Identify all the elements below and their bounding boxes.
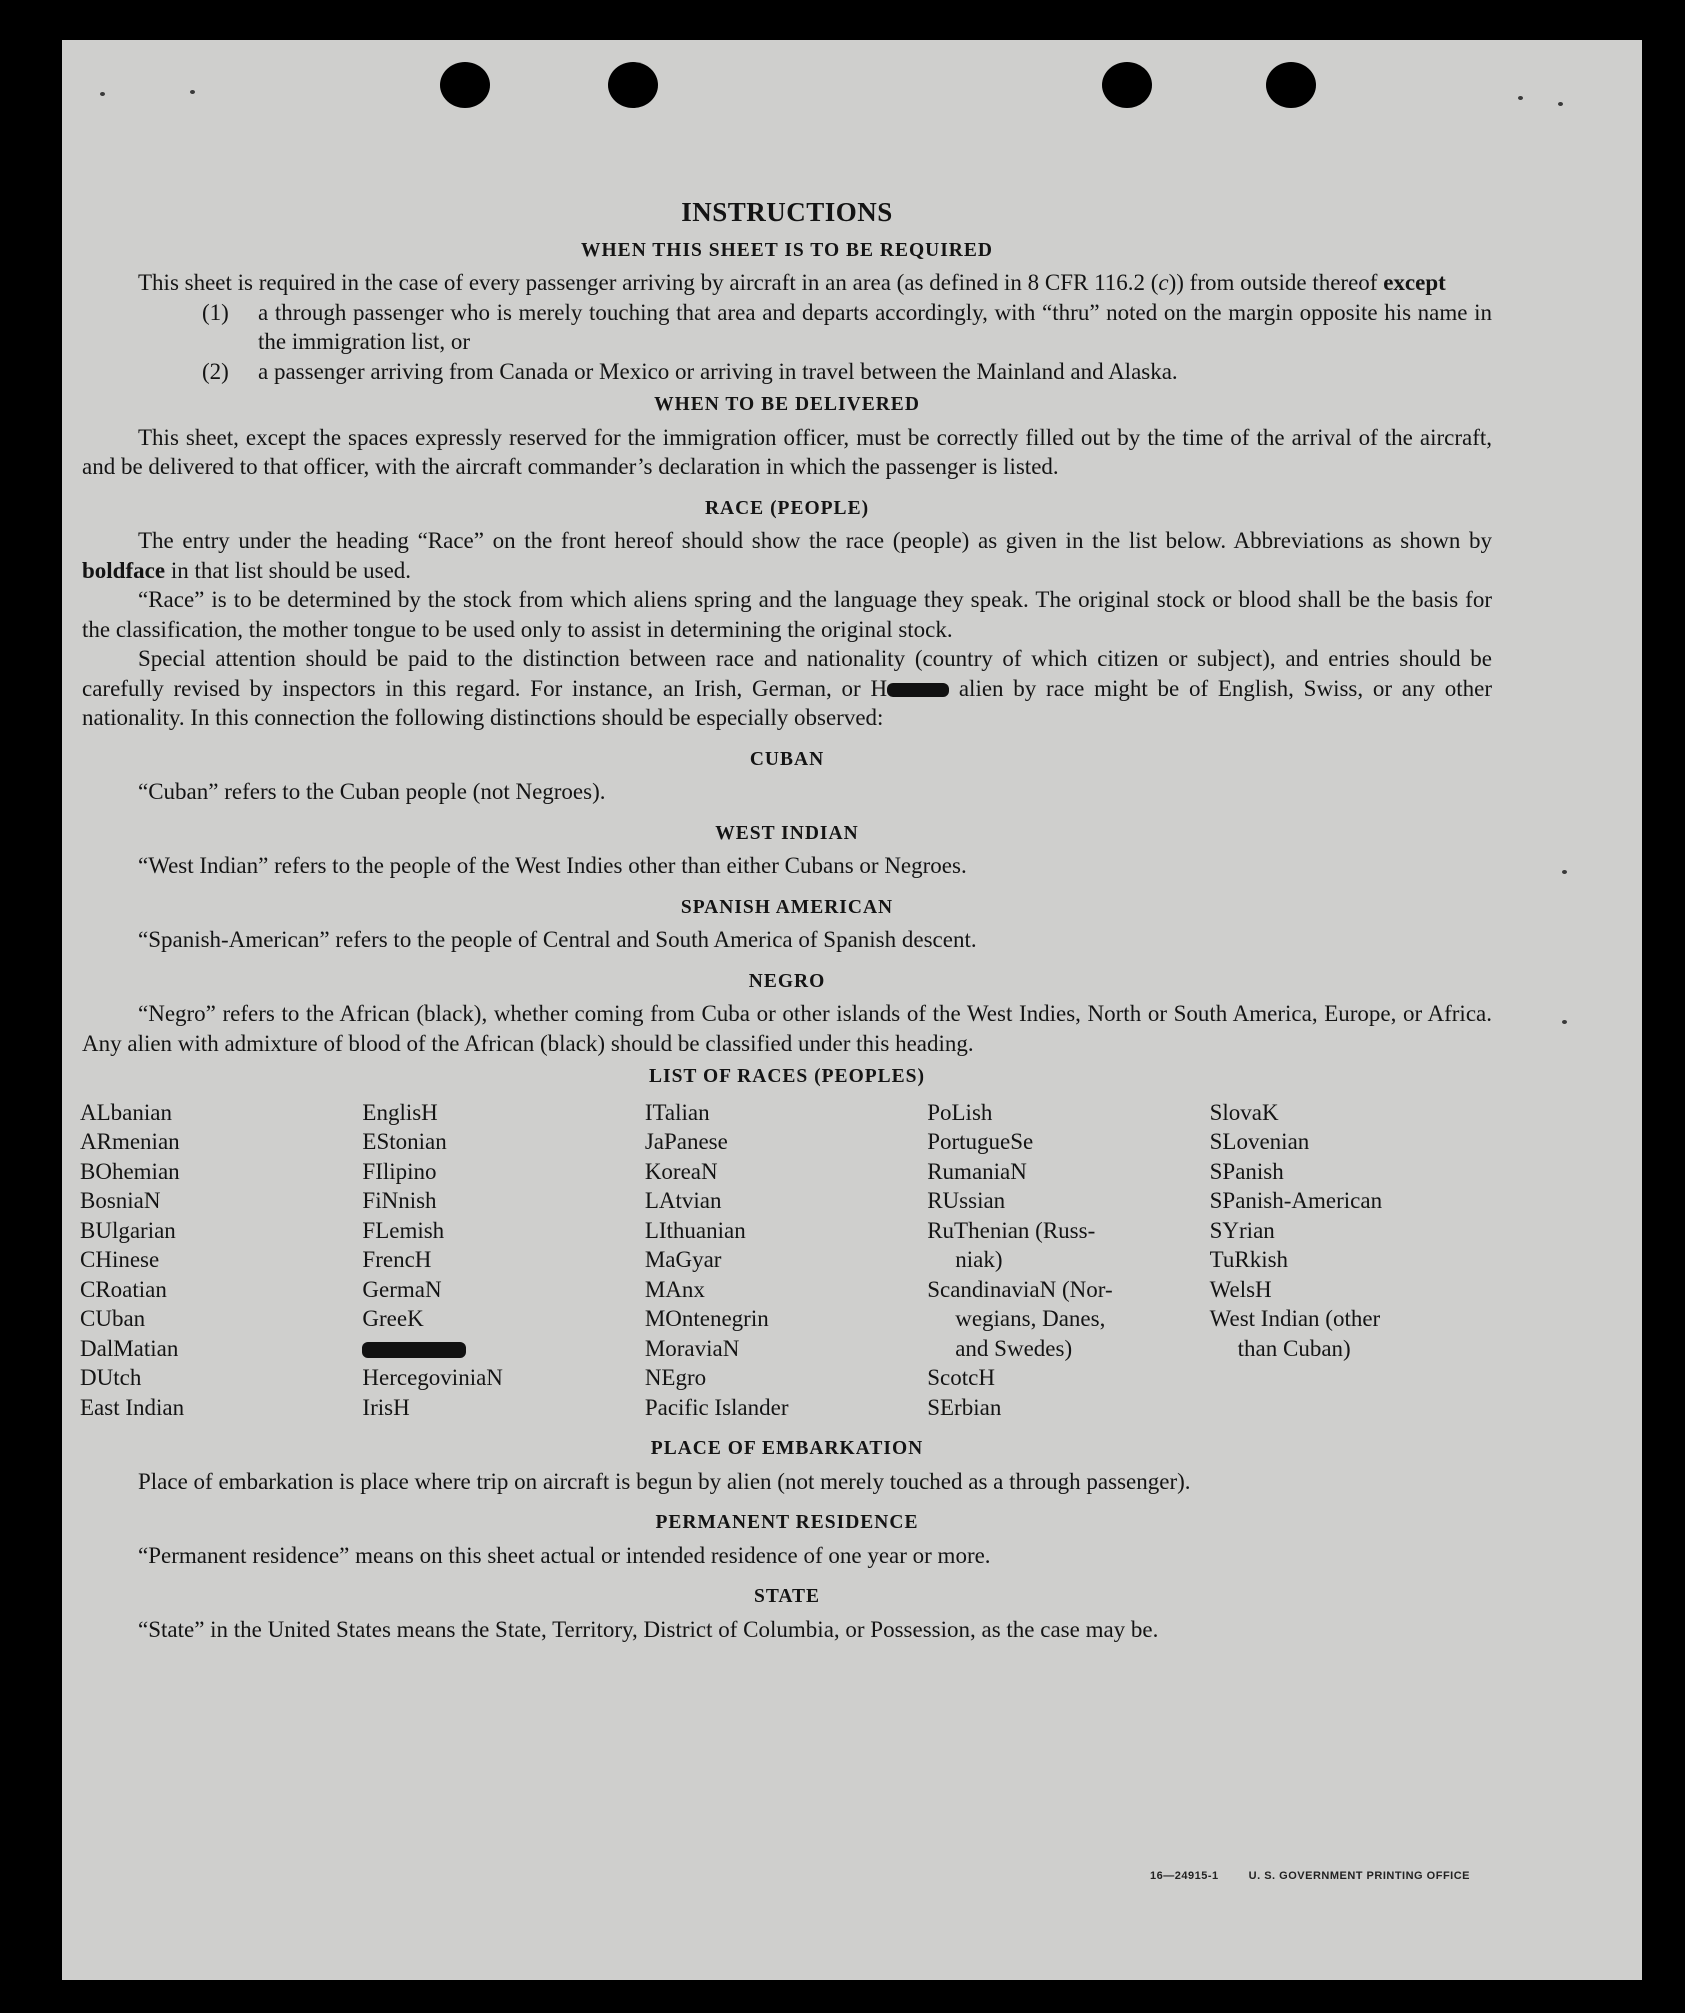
- race-entry: ITalian: [644, 1099, 710, 1125]
- section-heading-race: RACE (PEOPLE): [704, 497, 870, 519]
- required-text: This sheet is required in the case of every passenger arriving by aircraft in an area (as defined in 8 CFR 116.2 (: [138, 270, 1159, 295]
- race-entry: MoraviaN: [644, 1335, 740, 1361]
- race-paragraph-3: [82, 644, 1492, 733]
- race-text-post: in that list should be used.: [165, 557, 412, 583]
- race-text: The entry under the heading “Race” on the front hereof should show the race (people) as given in the list below. Abbreviations as shown by: [138, 528, 1492, 553]
- race-entry: MAnx: [644, 1276, 705, 1302]
- printer-credit: U. S. GOVERNMENT PRINTING OFFICE: [1248, 1870, 1470, 1882]
- race-text-post: alien by race might be of English, Swiss, or any other nationality. In this connection the following distinctions should be especially observed:: [82, 675, 1492, 730]
- race-entry: WelsH: [1209, 1276, 1272, 1302]
- races-column: [645, 1098, 927, 1423]
- list-text: a through passenger who is merely touching that area and departs accordingly, with “thru” noted on the margin opposite his name in the immigration list, or: [258, 299, 1492, 354]
- race-entry: RUssian: [927, 1188, 1006, 1213]
- race-entry: ScotcH: [927, 1365, 995, 1390]
- race-bold: boldface: [82, 557, 166, 583]
- spanish-american-paragraph: “Spanish-American” refers to the people of Central and South America of Spanish descent.: [138, 927, 977, 952]
- race-entry: EnglisH: [362, 1099, 438, 1125]
- race-entry: West Indian (other: [1209, 1306, 1381, 1331]
- race-entry: MaGyar: [644, 1247, 722, 1272]
- race-entry: PoLish: [927, 1099, 993, 1125]
- paper-speck: [1562, 1020, 1567, 1024]
- required-italic: c: [1158, 270, 1169, 295]
- paper-speck: [1518, 96, 1523, 100]
- list-number: (1): [202, 299, 229, 325]
- cuban-paragraph: “Cuban” refers to the Cuban people (not Negroes).: [138, 779, 606, 804]
- west-indian-paragraph: “West Indian” refers to the people of the West Indies other than either Cubans or Negroes.: [138, 853, 967, 878]
- races-column: [362, 1098, 644, 1423]
- document-page: [62, 40, 1642, 1980]
- races-table: [80, 1098, 1492, 1423]
- list-text: a passenger arriving from Canada or Mexico or arriving in travel between the Mainland and Alaska.: [258, 358, 1178, 384]
- race-entry: ScandinaviaN (Nor-: [927, 1276, 1113, 1302]
- race-entry: niak): [955, 1247, 1003, 1272]
- race-entry: HercegoviniaN: [362, 1365, 503, 1390]
- race-entry: FrencH: [362, 1247, 432, 1272]
- races-column: [1210, 1098, 1492, 1423]
- race-entry: ALbanian: [80, 1099, 172, 1125]
- race-entry: ARmenian: [80, 1129, 180, 1154]
- race-entry: SPanish: [1209, 1158, 1284, 1184]
- race-entry: SLovenian: [1209, 1129, 1310, 1154]
- race-entry: FIlipino: [362, 1158, 437, 1184]
- race-entry: LAtvian: [644, 1188, 722, 1213]
- paper-speck: [1558, 102, 1563, 106]
- race-entry: FLemish: [362, 1217, 445, 1243]
- punch-hole: [440, 62, 490, 108]
- races-column: [927, 1098, 1209, 1423]
- race-entry: KoreaN: [644, 1158, 718, 1184]
- section-heading-cuban: CUBAN: [749, 748, 825, 770]
- negro-paragraph: “Negro” refers to the African (black), whether coming from Cuba or other islands of the West Indies, North or South America, Europe, or Africa. Any alien with admixture of blood of the African (black) should be classified under this heading.: [82, 1001, 1492, 1056]
- race-text: Special attention should be paid to the distinction between race and nationality (country of which citizen or subject), and entries should be carefully revised by inspectors in this regard. For instance, an Irish, German, or: [82, 646, 1492, 701]
- residence-paragraph: “Permanent residence” means on this sheet actual or intended residence of one year or more.: [138, 1542, 991, 1568]
- race-entry: RuThenian (Russ-: [927, 1217, 1096, 1243]
- redacted-letter: H: [870, 675, 888, 701]
- race-entry: SlovaK: [1209, 1099, 1279, 1125]
- race-entry: MOntenegrin: [644, 1306, 769, 1331]
- punch-hole: [1102, 62, 1152, 108]
- race-entry: BosniaN: [80, 1188, 161, 1213]
- required-text-post: )) from outside thereof: [1168, 270, 1384, 295]
- section-heading-required: WHEN THIS SHEET IS TO BE REQUIRED: [581, 239, 993, 261]
- required-paragraph: [82, 268, 1492, 298]
- race-entry: BOhemian: [80, 1158, 180, 1184]
- race-entry: FiNnish: [362, 1188, 437, 1213]
- redacted-race-entry: [362, 1334, 644, 1364]
- race-entry: CHinese: [80, 1247, 160, 1272]
- race-paragraph-1: [82, 526, 1492, 585]
- page-title: INSTRUCTIONS: [681, 197, 893, 227]
- race-entry: and Swedes): [955, 1335, 1073, 1361]
- print-footer: [1120, 1870, 1470, 1882]
- race-entry: LIthuanian: [644, 1217, 746, 1243]
- list-number: (2): [202, 358, 229, 384]
- list-item: [202, 298, 1492, 357]
- state-paragraph: “State” in the United States means the State, Territory, District of Columbia, or Possession, as the case may be.: [138, 1616, 1159, 1642]
- race-entry: RumaniaN: [927, 1158, 1027, 1184]
- redaction-bar: [362, 1342, 466, 1358]
- section-heading-west-indian: WEST INDIAN: [715, 822, 859, 844]
- section-heading-embarkation: PLACE OF EMBARKATION: [650, 1438, 924, 1459]
- races-column: [80, 1098, 362, 1423]
- race-entry: DalMatian: [80, 1335, 179, 1361]
- race-entry: DUtch: [80, 1365, 142, 1390]
- instructions-text: [82, 160, 1492, 1644]
- punch-hole: [1266, 62, 1316, 108]
- redaction-bar: [887, 683, 949, 697]
- race-entry: TuRkish: [1209, 1247, 1289, 1272]
- race-entry: SYrian: [1209, 1217, 1275, 1243]
- race-entry: GermaN: [362, 1276, 442, 1302]
- section-heading-races-list: LIST OF RACES (PEOPLES): [648, 1066, 925, 1087]
- embarkation-paragraph: Place of embarkation is place where trip on aircraft is begun by alien (not merely touched as a through passenger).: [138, 1468, 1191, 1494]
- paper-speck: [190, 90, 195, 94]
- race-entry: PortugueSe: [927, 1129, 1034, 1154]
- race-paragraph-2: “Race” is to be determined by the stock from which aliens spring and the language they speak. The original stock or blood shall be the basis for the classification, the mother tongue to be used only to assist in determining the original stock.: [82, 587, 1492, 642]
- race-entry: CUban: [80, 1306, 146, 1331]
- race-entry: NEgro: [644, 1365, 707, 1390]
- redaction-mark: [870, 676, 949, 701]
- punch-hole: [608, 62, 658, 108]
- race-entry: East Indian: [80, 1394, 185, 1420]
- section-heading-negro: NEGRO: [748, 970, 826, 992]
- paper-speck: [100, 92, 105, 96]
- race-entry: BUlgarian: [80, 1217, 176, 1243]
- race-entry: JaPanese: [644, 1129, 728, 1154]
- race-entry: than Cuban): [1237, 1335, 1351, 1361]
- section-heading-residence: PERMANENT RESIDENCE: [655, 1512, 919, 1533]
- race-entry: IrisH: [362, 1394, 410, 1420]
- race-entry: CRoatian: [80, 1276, 167, 1302]
- section-heading-state: STATE: [753, 1586, 821, 1607]
- form-number: 16—24915-1: [1150, 1870, 1219, 1882]
- race-entry: SErbian: [927, 1394, 1002, 1420]
- section-heading-delivered: WHEN TO BE DELIVERED: [654, 394, 920, 415]
- required-bold: except: [1383, 270, 1446, 295]
- race-entry: EStonian: [362, 1129, 447, 1154]
- race-entry: SPanish-American: [1209, 1188, 1383, 1213]
- race-entry: Pacific Islander: [644, 1394, 789, 1420]
- section-heading-spanish-american: SPANISH AMERICAN: [680, 896, 894, 918]
- race-entry: wegians, Danes,: [955, 1306, 1106, 1331]
- list-item: [202, 357, 1492, 387]
- paper-speck: [1562, 870, 1567, 874]
- race-entry: GreeK: [362, 1306, 424, 1331]
- delivered-paragraph: This sheet, except the spaces expressly reserved for the immigration officer, must be correctly filled out by the time of the arrival of the aircraft, and be delivered to that officer, with the aircraft commander’s declaration in which the passenger is listed.: [82, 424, 1492, 479]
